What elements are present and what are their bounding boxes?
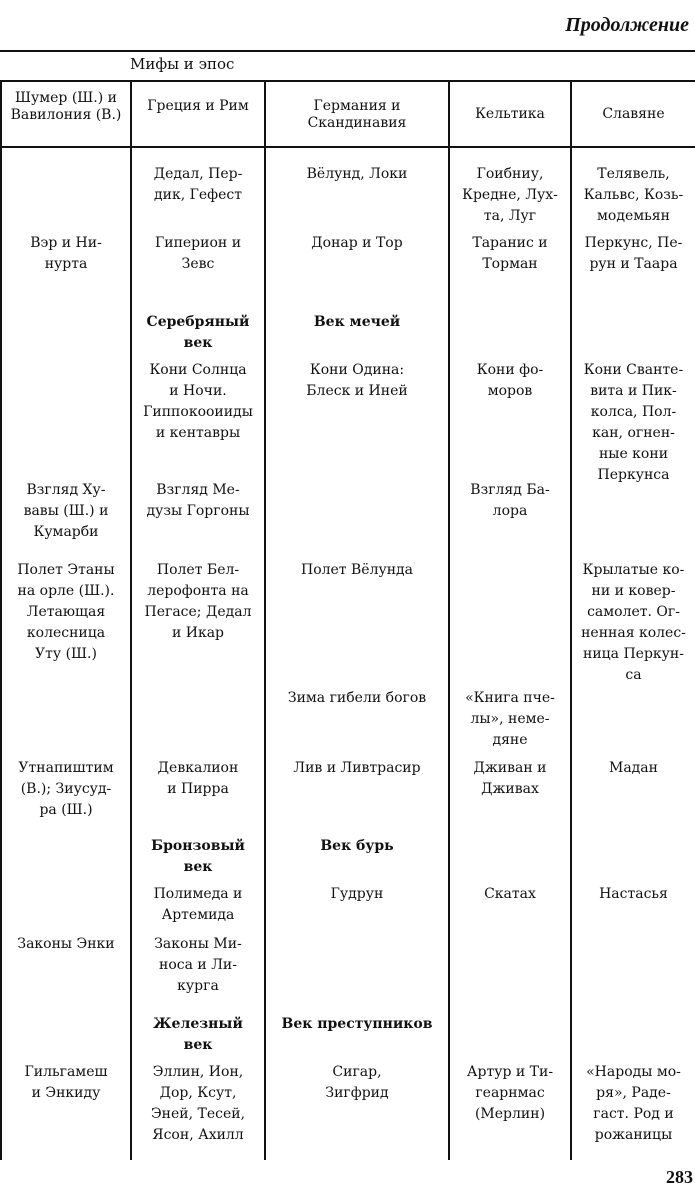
table-cell-greece: Серебряный век xyxy=(146,314,250,351)
table-cell-germany: Век мечей xyxy=(313,314,401,330)
table-cell-celtic: Скатах xyxy=(484,886,536,902)
table-cell-celtic: Артур и Ти- геарнмас (Мерлин) xyxy=(466,1064,554,1122)
table-cell-sumer: Утнапиштим (В.); Зиусуд- ра (Ш.) xyxy=(18,760,114,818)
table-cell-slavs: Перкунс, Пе- рун и Таара xyxy=(584,235,683,272)
table-cell-greece: Железный век xyxy=(153,1016,243,1053)
table-cell-sumer: Взгляд Ху- вавы (Ш.) и Кумарби xyxy=(23,482,109,540)
table-cell-germany: Зима гибели богов xyxy=(287,690,427,706)
table-cell-celtic: Взгляд Ба- лора xyxy=(470,482,550,519)
header-bottom-rule xyxy=(0,146,695,148)
table-cell-greece: Гиперион и Зевс xyxy=(154,235,242,272)
table-cell-germany: Сигар, Зигфрид xyxy=(325,1064,389,1101)
top-rule xyxy=(0,50,695,52)
table-cell-sumer: Гильгамеш и Энкиду xyxy=(24,1064,108,1101)
table-cell-sumer: Законы Энки xyxy=(17,936,115,952)
continuation-label: Продолжение xyxy=(565,14,689,36)
table-cell-slavs: Настасья xyxy=(599,886,668,902)
table-cell-germany: Гудрун xyxy=(330,886,384,902)
table-cell-slavs: Мадан xyxy=(609,760,658,776)
table-cell-slavs: Телявель, Кальвс, Козь- модемьян xyxy=(583,166,684,224)
table-cell-celtic: «Книга пче- лы», неме- дяне xyxy=(465,690,555,748)
table-cell-greece: Полимеда и Артемида xyxy=(153,886,243,923)
table-cell-greece: Девкалион и Пирра xyxy=(157,760,239,797)
table-cell-germany: Кони Одина: Блеск и Иней xyxy=(306,362,408,399)
table-cell-greece: Дедал, Пер- дик, Гефест xyxy=(153,166,243,203)
table-cell-sumer: Полет Этаны на орле (Ш.). Летающая колесница Уту (Ш.) xyxy=(17,562,115,662)
column-header-sumer: Шумер (Ш.) и Вавилония (В.) xyxy=(10,90,122,123)
table-cell-germany: Век бурь xyxy=(320,838,394,854)
table-cell-greece: Кони Солнца и Ночи. Гиппокооииды и кентавры xyxy=(143,362,253,441)
table-cell-celtic: Таранис и Торман xyxy=(472,235,548,272)
table-cell-greece: Эллин, Ион, Дор, Ксут, Эней, Тесей, Ясон, Ахилл xyxy=(150,1064,246,1143)
section-title: Мифы и эпос xyxy=(130,55,235,73)
column-header-celtic: Кельтика xyxy=(475,106,545,122)
table-cell-sumer: Вэр и Ни- нурта xyxy=(30,235,102,272)
table-cell-germany: Полет Вёлунда xyxy=(300,562,413,578)
table-cell-greece: Законы Ми- носа и Ли- курга xyxy=(154,936,242,994)
table-cell-slavs: Крылатые ко- ни и ковер- самолет. Ог- ненная колес- ница Перкун- са xyxy=(581,562,686,683)
table-cell-slavs: Кони Свантe- вита и Пик- колса, Пол- кан, огнен- ные кони Перкунса xyxy=(583,362,684,483)
column-header-germany: Германия и Скандинавия xyxy=(307,98,407,131)
table-cell-slavs: «Народы мо- ря», Раде- гаст. Род и рожаницы xyxy=(586,1064,681,1143)
table-cell-germany: Вёлунд, Локи xyxy=(306,166,408,182)
table-cell-germany: Век преступников xyxy=(281,1016,433,1032)
table-cell-greece: Бронзовый век xyxy=(151,838,245,875)
table-cell-celtic: Кони фо- моров xyxy=(476,362,544,399)
header-rule xyxy=(0,80,695,82)
table-cell-celtic: Дживан и Дживах xyxy=(473,760,547,797)
table-cell-celtic: Гоибниу, Кредне, Лух- та, Луг xyxy=(462,166,558,224)
column-header-greece: Греция и Рим xyxy=(147,98,249,114)
table-cell-germany: Лив и Ливтрасир xyxy=(293,760,421,776)
table-cell-greece: Взгляд Ме- дузы Горгоны xyxy=(146,482,250,519)
table-cell-greece: Полет Бел- лерофонта на Пегасе; Дедал и Икар xyxy=(144,562,252,641)
table-cell-germany: Донар и Тор xyxy=(311,235,403,251)
column-header-slavs: Славяне xyxy=(602,106,665,122)
page-number: 283 xyxy=(666,1167,693,1187)
